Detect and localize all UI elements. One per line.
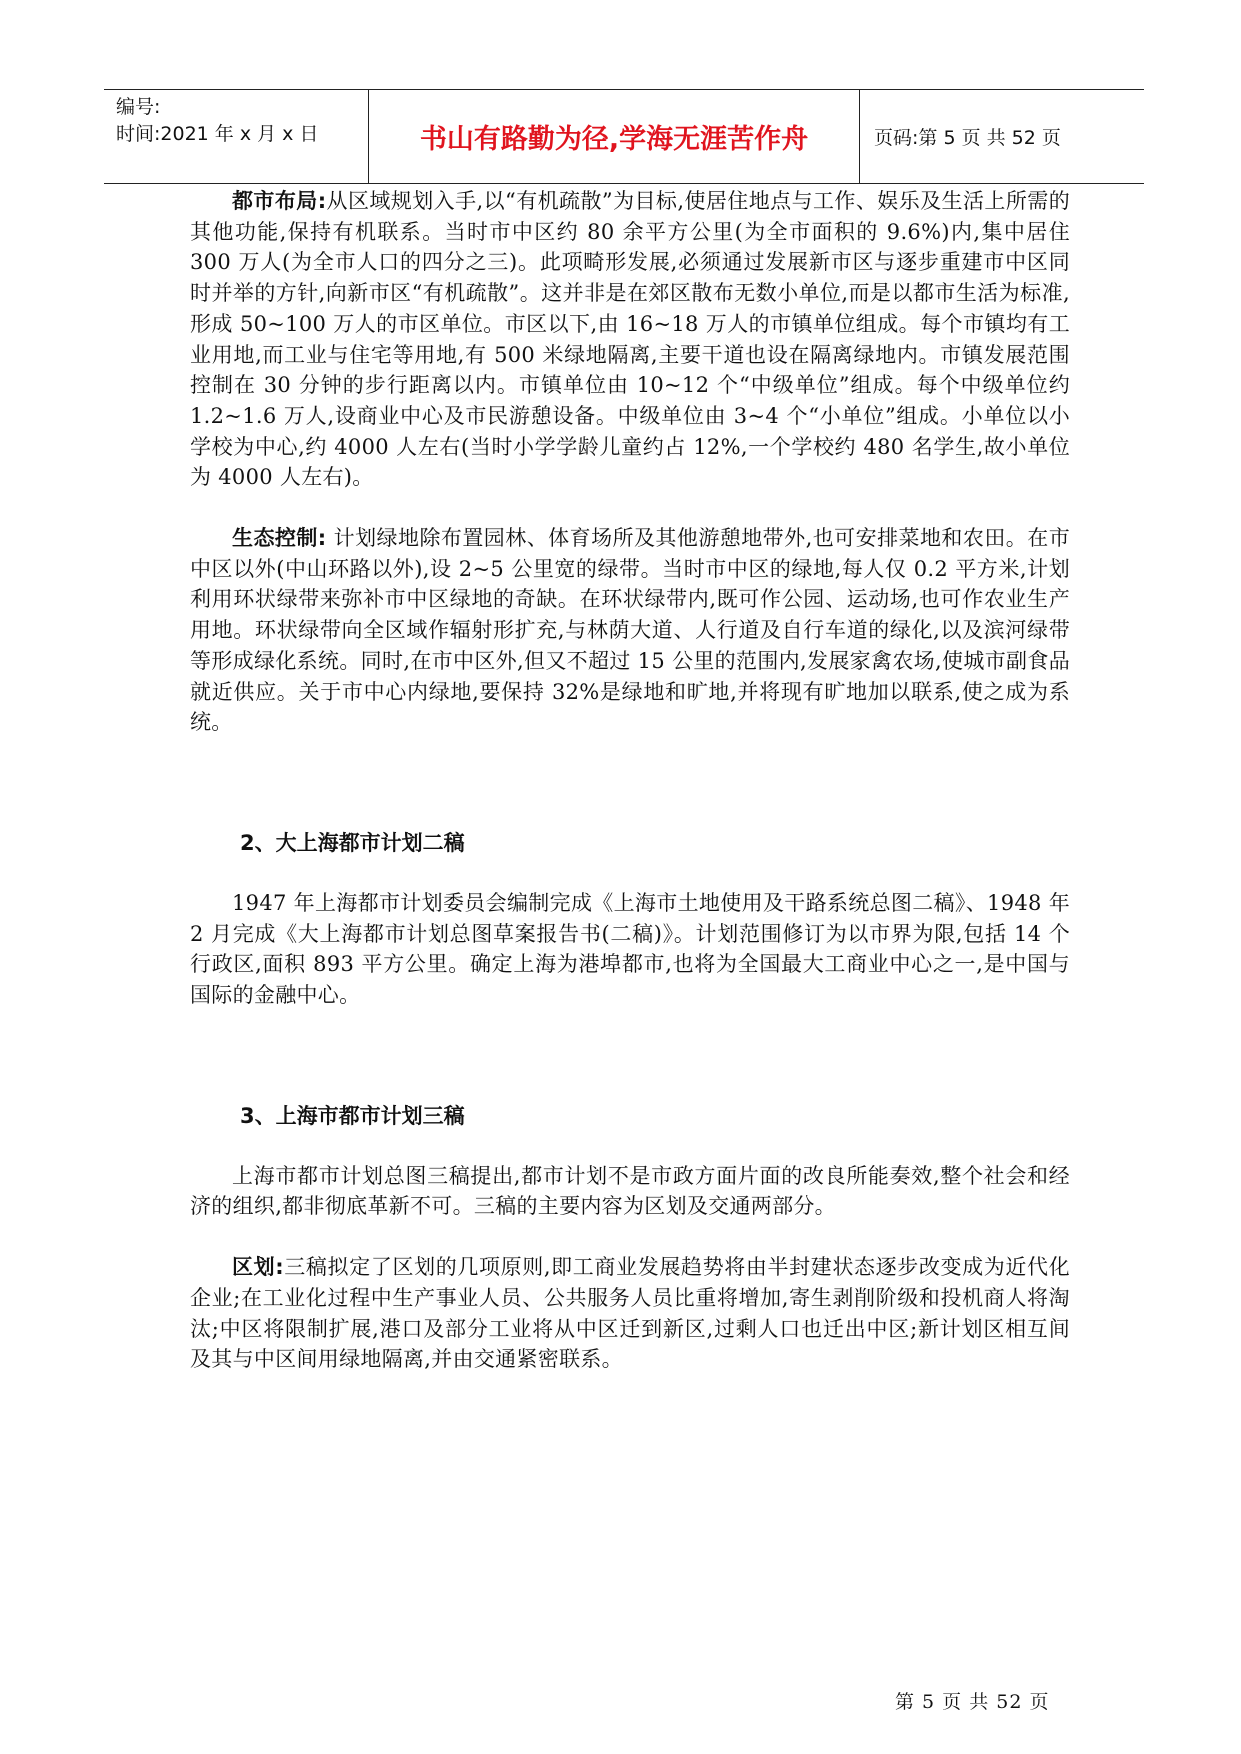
paragraph-text: 从区域规划入手,以“有机疏散”为目标,使居住地点与工作、娱乐及生活上所需的其他功能,保持有机联系。当时市中区约 80 余平方公里(为全市面积的 9.6%)内,集中居住 300 万人(为全市人口的四分之三)。此项畸形发展,必须通过发展新市区与逐步重建市中区同时并举的方针,向新市区“有机疏散”。这并非是在郊区散布无数小单位,而是以都市生活为标准,形成 50~100 万人的市区单位。市区以下,由 16~18 万人的市镇单位组成。每个市镇均有工业用地,而工业与住宅等用地,有 500 米绿地隔离,主要干道也设在隔离绿地内。市镇发展范围控制在 30 分钟的步行距离以内。市镇单位由 10~12 个“中级单位”组成。每个中级单位约 1.2~1.6 万人,设商业中心及市民游憩设备。中级单位由 3~4 个“小单位”组成。小单位以小学校为中心,约 4000 人左右(当时小学学龄儿童约占 12%,一个学校约 480 名学生,故小单位为 4000 人左右)。: [190, 189, 1070, 490]
header-page-code: 页码:第 5 页 共 52 页: [874, 127, 1061, 149]
document-body: [190, 186, 1070, 1375]
section-heading-plan3: 3、上海市都市计划三稿: [240, 1103, 465, 1128]
page-footer: 第 5 页 共 52 页: [895, 1691, 1050, 1713]
date-label: 时间:2021 年 x 月 x 日: [116, 123, 319, 145]
header-meta: [104, 90, 369, 183]
header-motto: 书山有路勤为径,学海无涯苦作舟: [369, 90, 860, 183]
paragraph-title: 生态控制:: [232, 526, 327, 551]
paragraph-plan2: 1947 年上海都市计划委员会编制完成《上海市土地使用及干路系统总图二稿》、1948 年 2 月完成《大上海都市计划总图草案报告书(二稿)》。计划范围修订为以市界为限,包括 14 个行政区,面积 893 平方公里。确定上海为港埠都市,也将为全国最大工商业中心之一,是中国与国际的金融中心。: [190, 890, 1070, 1008]
paragraph-zoning: [190, 1252, 1070, 1375]
serial-number-label: 编号:: [116, 96, 161, 118]
paragraph-title: 都市布局:: [232, 189, 327, 213]
page-header: [104, 89, 1144, 184]
paragraph-text: 三稿拟定了区划的几项原则,即工商业发展趋势将由半封建状态逐步改变成为近代化企业;在工业化过程中生产事业人员、公共服务人员比重将增加,寄生剥削阶级和投机商人将淘汰;中区将限制扩展,港口及部分工业将从中区迁到新区,过剩人口也迁出中区;新计划区相互间及其与中区间用绿地隔离,并由交通紧密联系。: [190, 1255, 1070, 1372]
section-heading-plan2: 2、大上海都市计划二稿: [240, 830, 465, 855]
paragraph-eco-control: [190, 523, 1070, 738]
paragraph-plan3: 上海市都市计划总图三稿提出,都市计划不是市政方面片面的改良所能奏效,整个社会和经济的组织,都非彻底革新不可。三稿的主要内容为区划及交通两部分。: [190, 1163, 1070, 1219]
paragraph-urban-layout: [190, 186, 1070, 493]
paragraph-text: 计划绿地除布置园林、体育场所及其他游憩地带外,也可安排菜地和农田。在市中区以外(中山环路以外),设 2~5 公里宽的绿带。当时市中区的绿地,每人仅 0.2 平方米,计划利用环状绿带来弥补市中区绿地的奇缺。在环状绿带内,既可作公园、运动场,也可作农业生产用地。环状绿带向全区域作辐射形扩充,与林荫大道、人行道及自行车道的绿化,以及滨河绿带等形成绿化系统。同时,在市中区外,但又不超过 15 公里的范围内,发展家禽农场,使城市副食品就近供应。关于市中心内绿地,要保持 32%是绿地和旷地,并将现有旷地加以联系,使之成为系统。: [190, 526, 1070, 735]
paragraph-title: 区划:: [232, 1255, 284, 1280]
